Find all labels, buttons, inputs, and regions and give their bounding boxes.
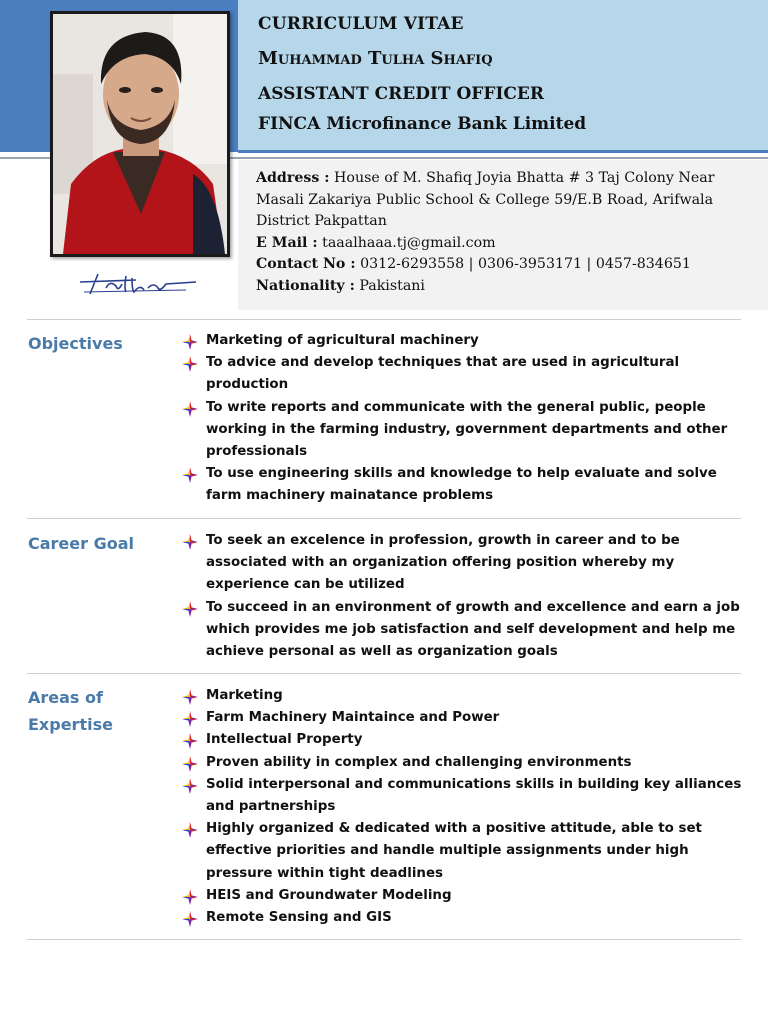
phone-label: Contact No :: [256, 256, 356, 272]
star-bullet-icon: [182, 756, 198, 772]
objectives-list: [182, 330, 742, 508]
star-bullet-icon: [182, 601, 198, 617]
section-divider: [27, 673, 741, 674]
objectives-heading: Objectives: [28, 334, 123, 353]
section-divider: [27, 939, 741, 940]
star-bullet-icon: [182, 711, 198, 727]
nationality-value: Pakistani: [359, 277, 425, 294]
star-bullet-icon: [182, 401, 198, 417]
contact-block: [256, 168, 756, 297]
star-bullet-icon: [182, 889, 198, 905]
list-item: Marketing: [182, 685, 742, 707]
star-bullet-icon: [182, 689, 198, 705]
expertise-list: [182, 685, 742, 929]
list-item: Proven ability in complex and challenging environments: [182, 752, 742, 774]
email-label: E Mail :: [256, 234, 318, 251]
signature: [76, 262, 206, 302]
list-item: HEIS and Groundwater Modeling: [182, 885, 742, 907]
employer-name: FINCA Microfinance Bank Limited: [258, 114, 587, 134]
star-bullet-icon: [182, 822, 198, 838]
list-item: To use engineering skills and knowledge to help evaluate and solve farm machinery mainatance problems: [182, 463, 742, 507]
expertise-heading-line1: Areas of: [28, 688, 103, 707]
list-item: Intellectual Property: [182, 729, 742, 751]
candidate-name: Muhammad Tulha Shafiq: [258, 48, 493, 69]
expertise-heading-line2: Expertise: [28, 715, 113, 734]
address-value: House of M. Shafiq Joyia Bhatta # 3 Taj Colony Near Masali Zakariya Public School & College 59/E.B Road, Arifwala District Pakpattan: [256, 170, 715, 229]
star-bullet-icon: [182, 467, 198, 483]
address-row: [256, 168, 756, 233]
section-divider: [27, 518, 741, 519]
email-value[interactable]: taaalhaaa.tj@gmail.com: [322, 234, 496, 251]
list-item: Remote Sensing and GIS: [182, 907, 742, 929]
profile-photo: [50, 11, 230, 257]
list-item: To seek an excelence in profession, growth in career and to be associated with an organization offering position whereby my experience can be utilized: [182, 530, 742, 597]
career-goal-heading: Career Goal: [28, 534, 134, 553]
star-bullet-icon: [182, 334, 198, 350]
list-item: To advice and develop techniques that are used in agricultural production: [182, 352, 742, 396]
address-label: Address :: [256, 170, 330, 186]
nationality-row: [256, 276, 756, 298]
list-item: Solid interpersonal and communications skills in building key alliances and partnerships: [182, 774, 742, 818]
list-item: To write reports and communicate with the general public, people working in the farming industry, government departments and other professionals: [182, 397, 742, 464]
cv-title: CURRICULUM VITAE: [258, 14, 464, 34]
nationality-label: Nationality :: [256, 277, 355, 294]
list-item: Marketing of agricultural machinery: [182, 330, 742, 352]
expertise-heading: [28, 684, 168, 738]
email-row: [256, 233, 756, 255]
phone-row: [256, 254, 756, 276]
career-goal-list: [182, 530, 742, 663]
list-item: Highly organized & dedicated with a positive attitude, able to set effective priorities and handle multiple assignments under high pressure within tight deadlines: [182, 818, 742, 885]
star-bullet-icon: [182, 733, 198, 749]
header-divider: [238, 150, 768, 153]
list-item: Farm Machinery Maintaince and Power: [182, 707, 742, 729]
star-bullet-icon: [182, 778, 198, 794]
star-bullet-icon: [182, 911, 198, 927]
star-bullet-icon: [182, 356, 198, 372]
phone-value: 0312-6293558 | 0306-3953171 | 0457-834651: [360, 256, 691, 272]
section-divider: [27, 319, 741, 320]
list-item: To succeed in an environment of growth and excellence and earn a job which provides me job satisfaction and self development and help me achieve personal as well as organization goals: [182, 597, 742, 664]
star-bullet-icon: [182, 534, 198, 550]
job-position: ASSISTANT CREDIT OFFICER: [258, 84, 545, 104]
